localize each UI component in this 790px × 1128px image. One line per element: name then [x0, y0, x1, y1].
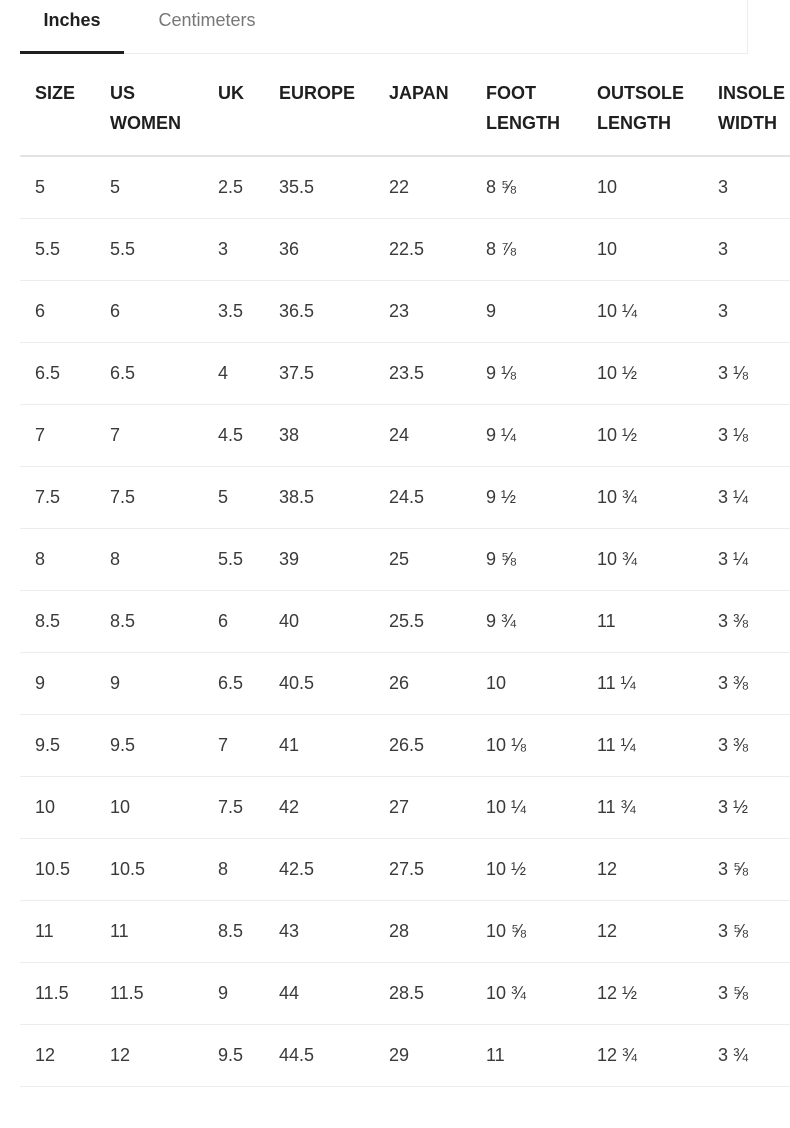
table-cell-outsole-length: 12 [582, 900, 703, 962]
table-cell-japan: 26.5 [374, 714, 471, 776]
column-header-foot-length [471, 70, 582, 156]
column-header-size [20, 70, 95, 156]
table-cell-size: 10.5 [20, 838, 95, 900]
table-cell-uk: 7 [203, 714, 264, 776]
table-row [20, 1024, 790, 1086]
table-cell-uk: 5.5 [203, 528, 264, 590]
table-cell-outsole-length: 11 ¼ [582, 652, 703, 714]
table-row [20, 218, 790, 280]
table-cell-japan: 24 [374, 404, 471, 466]
tab-inches[interactable]: Inches [20, 0, 124, 54]
table-cell-foot-length: 10 ½ [471, 838, 582, 900]
table-cell-japan: 27 [374, 776, 471, 838]
table-cell-us-women: 9 [95, 652, 203, 714]
table-cell-size: 9.5 [20, 714, 95, 776]
table-row [20, 962, 790, 1024]
table-cell-us-women: 7 [95, 404, 203, 466]
table-cell-size: 5 [20, 156, 95, 218]
table-cell-foot-length: 9 ⅛ [471, 342, 582, 404]
table-cell-uk: 6 [203, 590, 264, 652]
table-cell-japan: 27.5 [374, 838, 471, 900]
table-cell-outsole-length: 10 ½ [582, 342, 703, 404]
table-cell-us-women: 11.5 [95, 962, 203, 1024]
table-cell-us-women: 9.5 [95, 714, 203, 776]
table-cell-us-women: 6 [95, 280, 203, 342]
table-cell-us-women: 6.5 [95, 342, 203, 404]
table-cell-size: 7 [20, 404, 95, 466]
column-header-japan [374, 70, 471, 156]
table-row [20, 590, 790, 652]
table-cell-insole-width: 3 ¼ [703, 528, 790, 590]
table-cell-outsole-length: 12 [582, 838, 703, 900]
table-row [20, 342, 790, 404]
table-cell-uk: 4.5 [203, 404, 264, 466]
table-cell-outsole-length: 11 ¼ [582, 714, 703, 776]
table-cell-insole-width: 3 [703, 156, 790, 218]
table-row [20, 156, 790, 218]
table-cell-foot-length: 8 ⅞ [471, 218, 582, 280]
table-cell-insole-width: 3 ⅜ [703, 652, 790, 714]
table-cell-insole-width: 3 ⅝ [703, 838, 790, 900]
table-cell-outsole-length: 10 ¼ [582, 280, 703, 342]
table-cell-japan: 28.5 [374, 962, 471, 1024]
table-cell-outsole-length: 12 ¾ [582, 1024, 703, 1086]
table-cell-size: 5.5 [20, 218, 95, 280]
table-cell-foot-length: 9 [471, 280, 582, 342]
table-cell-outsole-length: 12 ½ [582, 962, 703, 1024]
table-cell-insole-width: 3 ⅜ [703, 714, 790, 776]
table-cell-europe: 42.5 [264, 838, 374, 900]
table-row [20, 714, 790, 776]
column-header-label: LENGTH [597, 113, 671, 133]
table-cell-size: 6 [20, 280, 95, 342]
table-body [20, 156, 790, 1086]
table-cell-outsole-length: 10 ½ [582, 404, 703, 466]
table-cell-japan: 25 [374, 528, 471, 590]
table-cell-us-women: 12 [95, 1024, 203, 1086]
table-row [20, 838, 790, 900]
column-header-label: FOOT [486, 83, 536, 103]
table-cell-insole-width: 3 ⅝ [703, 962, 790, 1024]
column-header-label: UK [218, 83, 244, 103]
column-header-label: US [110, 83, 136, 103]
table-cell-insole-width: 3 ½ [703, 776, 790, 838]
table-cell-europe: 44 [264, 962, 374, 1024]
table-cell-us-women: 5 [95, 156, 203, 218]
column-header-label: JAPAN [389, 83, 449, 103]
table-cell-foot-length: 10 ¼ [471, 776, 582, 838]
table-row [20, 280, 790, 342]
table-cell-uk: 7.5 [203, 776, 264, 838]
column-header-label: INSOLE [718, 83, 786, 103]
table-cell-insole-width: 3 [703, 280, 790, 342]
table-cell-outsole-length: 11 ¾ [582, 776, 703, 838]
table-cell-uk: 9.5 [203, 1024, 264, 1086]
table-cell-europe: 44.5 [264, 1024, 374, 1086]
table-cell-japan: 24.5 [374, 466, 471, 528]
table-cell-foot-length: 10 [471, 652, 582, 714]
table-row [20, 466, 790, 528]
table-cell-insole-width: 3 ¾ [703, 1024, 790, 1086]
table-cell-foot-length: 10 ⅝ [471, 900, 582, 962]
table-cell-foot-length: 8 ⅝ [471, 156, 582, 218]
unit-tabs [20, 0, 748, 54]
table-cell-size: 7.5 [20, 466, 95, 528]
table-cell-size: 11.5 [20, 962, 95, 1024]
table-cell-insole-width: 3 ⅝ [703, 900, 790, 962]
table-cell-uk: 8.5 [203, 900, 264, 962]
table-cell-europe: 35.5 [264, 156, 374, 218]
column-header-us-women [95, 70, 203, 156]
table-cell-foot-length: 10 ⅛ [471, 714, 582, 776]
table-cell-uk: 2.5 [203, 156, 264, 218]
table-cell-europe: 36 [264, 218, 374, 280]
table-cell-foot-length: 9 ⅝ [471, 528, 582, 590]
table-cell-europe: 36.5 [264, 280, 374, 342]
table-cell-us-women: 10.5 [95, 838, 203, 900]
table-cell-insole-width: 3 ⅜ [703, 590, 790, 652]
column-header-label: OUTSOLE [597, 83, 685, 103]
table-cell-foot-length: 9 ½ [471, 466, 582, 528]
table-cell-us-women: 8.5 [95, 590, 203, 652]
column-header-label: WIDTH [718, 113, 777, 133]
size-chart [20, 70, 786, 1090]
table-cell-insole-width: 3 ⅛ [703, 342, 790, 404]
column-header-europe [264, 70, 374, 156]
table-cell-europe: 40 [264, 590, 374, 652]
table-cell-foot-length: 10 ¾ [471, 962, 582, 1024]
table-cell-japan: 28 [374, 900, 471, 962]
table-cell-foot-length: 9 ¾ [471, 590, 582, 652]
table-row [20, 404, 790, 466]
table-cell-outsole-length: 10 ¾ [582, 466, 703, 528]
table-cell-us-women: 11 [95, 900, 203, 962]
table-cell-foot-length: 11 [471, 1024, 582, 1086]
table-cell-uk: 3.5 [203, 280, 264, 342]
table-cell-europe: 42 [264, 776, 374, 838]
table-cell-europe: 43 [264, 900, 374, 962]
table-cell-uk: 4 [203, 342, 264, 404]
table-cell-europe: 38 [264, 404, 374, 466]
table-cell-us-women: 7.5 [95, 466, 203, 528]
table-cell-japan: 26 [374, 652, 471, 714]
table-cell-insole-width: 3 [703, 218, 790, 280]
table-cell-us-women: 8 [95, 528, 203, 590]
column-header-label: WOMEN [110, 113, 181, 133]
table-row [20, 528, 790, 590]
size-chart-table [20, 70, 790, 1087]
column-header-insole-width [703, 70, 790, 156]
table-cell-uk: 9 [203, 962, 264, 1024]
table-cell-outsole-length: 10 [582, 156, 703, 218]
column-header-label: EUROPE [279, 83, 356, 103]
table-cell-size: 10 [20, 776, 95, 838]
table-cell-us-women: 5.5 [95, 218, 203, 280]
table-cell-uk: 3 [203, 218, 264, 280]
table-cell-size: 8 [20, 528, 95, 590]
table-cell-insole-width: 3 ¼ [703, 466, 790, 528]
column-header-label: LENGTH [486, 113, 560, 133]
table-cell-japan: 22 [374, 156, 471, 218]
table-cell-europe: 41 [264, 714, 374, 776]
table-cell-size: 6.5 [20, 342, 95, 404]
table-row [20, 776, 790, 838]
table-cell-japan: 23 [374, 280, 471, 342]
table-cell-size: 11 [20, 900, 95, 962]
table-cell-insole-width: 3 ⅛ [703, 404, 790, 466]
table-cell-europe: 39 [264, 528, 374, 590]
table-cell-outsole-length: 10 [582, 218, 703, 280]
table-cell-uk: 5 [203, 466, 264, 528]
table-cell-uk: 8 [203, 838, 264, 900]
table-cell-japan: 22.5 [374, 218, 471, 280]
table-cell-europe: 38.5 [264, 466, 374, 528]
table-cell-size: 9 [20, 652, 95, 714]
table-header-row [20, 70, 790, 156]
table-cell-uk: 6.5 [203, 652, 264, 714]
table-cell-japan: 25.5 [374, 590, 471, 652]
table-row [20, 652, 790, 714]
column-header-outsole-length [582, 70, 703, 156]
table-row [20, 900, 790, 962]
tab-centimeters[interactable]: Centimeters [158, 10, 256, 30]
table-cell-us-women: 10 [95, 776, 203, 838]
table-cell-europe: 40.5 [264, 652, 374, 714]
column-header-uk [203, 70, 264, 156]
table-cell-size: 8.5 [20, 590, 95, 652]
column-header-label: SIZE [35, 83, 76, 103]
table-cell-europe: 37.5 [264, 342, 374, 404]
table-cell-japan: 29 [374, 1024, 471, 1086]
table-cell-outsole-length: 11 [582, 590, 703, 652]
table-cell-outsole-length: 10 ¾ [582, 528, 703, 590]
table-cell-size: 12 [20, 1024, 95, 1086]
table-cell-japan: 23.5 [374, 342, 471, 404]
table-cell-foot-length: 9 ¼ [471, 404, 582, 466]
